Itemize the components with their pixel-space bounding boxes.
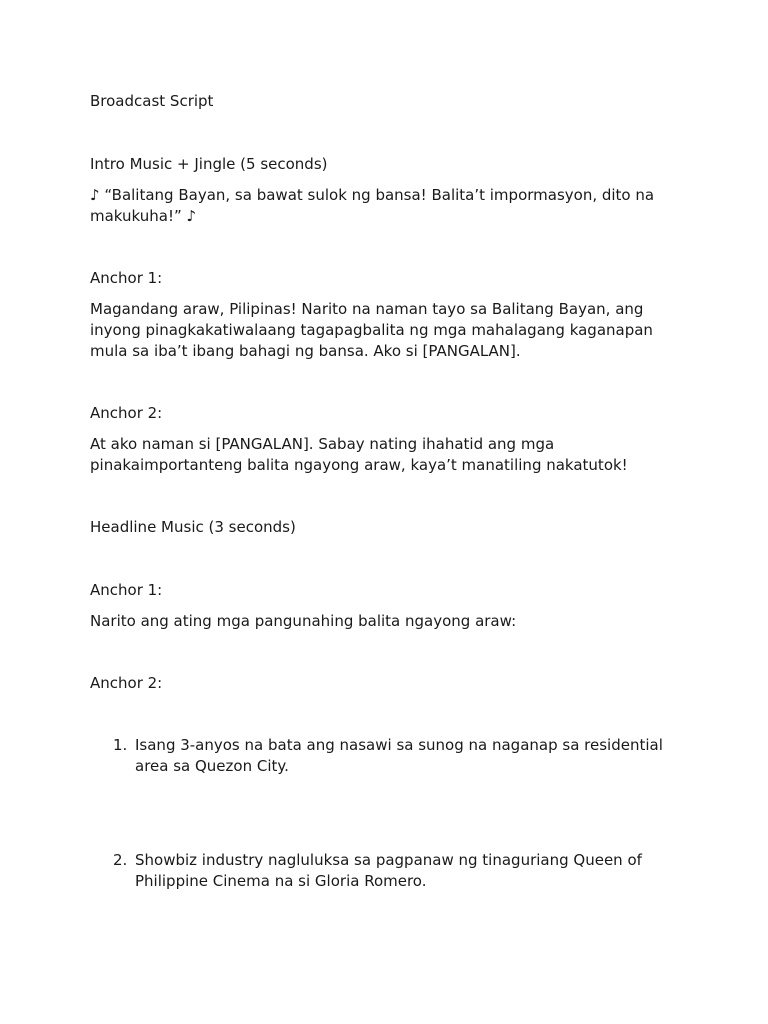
speaker-label-anchor-2-second: Anchor 2: <box>90 674 163 692</box>
list-number: 1. <box>113 736 128 754</box>
headline-music-cue: Headline Music (3 seconds) <box>90 518 296 536</box>
anchor-1-opening-paragraph: Magandang araw, Pilipinas! Narito na naman tayo sa Balitang Bayan, ang inyong pinagkakatiwalaang tagapagbalita ng mga mahalagang kaganapan mula sa iba’t ibang bahagi ng bansa. Ako si [PANGALAN]. <box>90 300 653 360</box>
jingle-lyrics: ♪ “Balitang Bayan, sa bawat sulok ng bansa! Balita’t impormasyon, dito na makukuha!” ♪ <box>90 186 655 225</box>
headline-text: Isang 3-anyos na bata ang nasawi sa sunog na naganap sa residential area sa Quezon City. <box>135 736 663 775</box>
headline-text: Showbiz industry nagluluksa sa pagpanaw ng tinaguriang Queen of Philippine Cinema na si Gloria Romero. <box>135 851 642 890</box>
speaker-label-anchor-1-second: Anchor 1: <box>90 581 163 599</box>
anchor-2-opening-paragraph: At ako naman si [PANGALAN]. Sabay nating ihahatid ang mga pinakaimportanteng balita ngayong araw, kaya’t manatiling nakatutok! <box>90 435 628 474</box>
speaker-label-anchor-2: Anchor 2: <box>90 404 163 422</box>
headlines-intro-paragraph: Narito ang ating mga pangunahing balita ngayong araw: <box>90 612 517 630</box>
document-title: Broadcast Script <box>90 92 214 110</box>
speaker-label-anchor-1: Anchor 1: <box>90 269 163 287</box>
intro-music-cue: Intro Music + Jingle (5 seconds) <box>90 155 328 173</box>
list-number: 2. <box>113 851 128 869</box>
